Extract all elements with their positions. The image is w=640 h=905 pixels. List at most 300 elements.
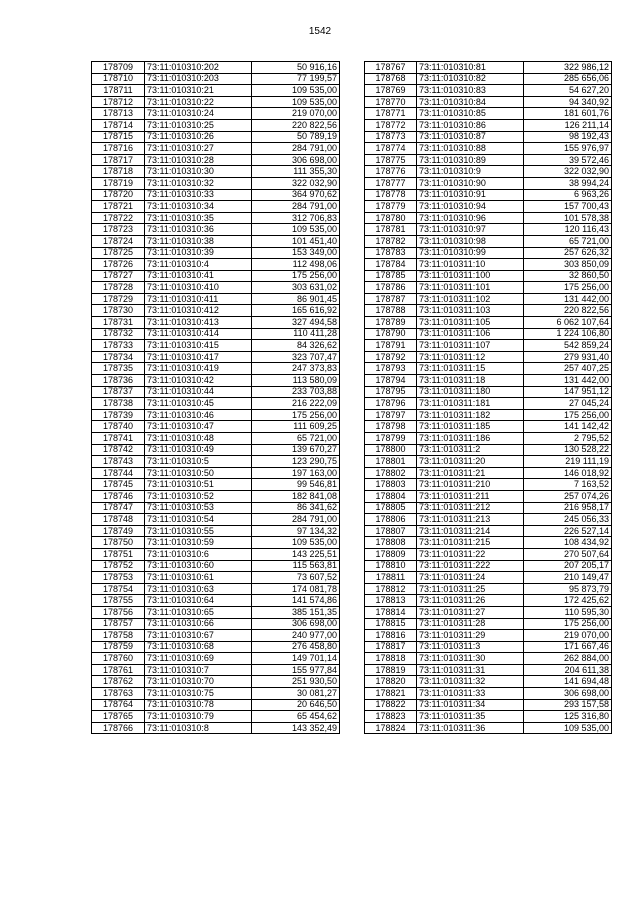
cadastral-number-cell: 73:11:010311:31: [417, 664, 524, 676]
row-number-cell: 178715: [92, 131, 145, 143]
table-row: [92, 664, 340, 676]
cadastral-number-cell: 73:11:010310:91: [417, 189, 524, 201]
cadastral-number-cell: 73:11:010310:68: [145, 641, 252, 653]
cadastral-number-cell: 73:11:010310:30: [145, 166, 252, 178]
cadastral-value-cell: 101 578,38: [524, 212, 612, 224]
cadastral-value-cell: 143 225,51: [252, 548, 340, 560]
cadastral-value-cell: 86 341,62: [252, 502, 340, 514]
table-row: [365, 711, 612, 723]
cadastral-number-cell: 73:11:010310:38: [145, 235, 252, 247]
row-number-cell: 178730: [92, 305, 145, 317]
cadastral-value-cell: 285 656,06: [524, 73, 612, 85]
page-number: 1542: [308, 26, 332, 37]
row-number-cell: 178801: [365, 456, 417, 468]
row-number-cell: 178821: [365, 688, 417, 700]
table-row: [365, 62, 612, 74]
table-row: [365, 131, 612, 143]
cadastral-value-cell: 123 290,75: [252, 456, 340, 468]
row-number-cell: 178718: [92, 166, 145, 178]
row-number-cell: 178751: [92, 548, 145, 560]
cadastral-value-cell: 99 546,81: [252, 479, 340, 491]
cadastral-value-cell: 284 791,00: [252, 514, 340, 526]
cadastral-value-cell: 306 698,00: [524, 688, 612, 700]
cadastral-number-cell: 73:11:010310:415: [145, 340, 252, 352]
cadastral-value-cell: 38 994,24: [524, 177, 612, 189]
table-row: [92, 282, 340, 294]
row-number-cell: 178823: [365, 711, 417, 723]
cadastral-value-cell: 109 535,00: [252, 85, 340, 97]
table-row: [92, 189, 340, 201]
cadastral-value-cell: 141 694,48: [524, 676, 612, 688]
cadastral-number-cell: 73:11:010311:20: [417, 456, 524, 468]
cadastral-value-cell: 175 256,00: [524, 409, 612, 421]
cadastral-number-cell: 73:11:010310:55: [145, 525, 252, 537]
cadastral-number-cell: 73:11:010311:213: [417, 514, 524, 526]
cadastral-number-cell: 73:11:010310:28: [145, 154, 252, 166]
row-number-cell: 178738: [92, 398, 145, 410]
cadastral-value-cell: 155 976,97: [524, 143, 612, 155]
cadastral-number-cell: 73:11:010311:215: [417, 537, 524, 549]
cadastral-number-cell: 73:11:010311:100: [417, 270, 524, 282]
cadastral-number-cell: 73:11:010310:39: [145, 247, 252, 259]
table-row: [92, 630, 340, 642]
row-number-cell: 178755: [92, 595, 145, 607]
cadastral-value-cell: 172 425,62: [524, 595, 612, 607]
table-row: [92, 235, 340, 247]
cadastral-value-cell: 257 407,25: [524, 363, 612, 375]
table-row: [365, 270, 612, 282]
row-number-cell: 178717: [92, 154, 145, 166]
table-row: [92, 560, 340, 572]
row-number-cell: 178747: [92, 502, 145, 514]
cadastral-value-cell: 143 352,49: [252, 722, 340, 734]
table-row: [92, 293, 340, 305]
cadastral-value-cell: 226 527,14: [524, 525, 612, 537]
cadastral-number-cell: 73:11:010310:5: [145, 456, 252, 468]
row-number-cell: 178800: [365, 444, 417, 456]
cadastral-number-cell: 73:11:010310:53: [145, 502, 252, 514]
row-number-cell: 178760: [92, 653, 145, 665]
cadastral-value-cell: 32 860,50: [524, 270, 612, 282]
cadastral-value-cell: 109 535,00: [252, 224, 340, 236]
table-row: [365, 618, 612, 630]
table-row: [365, 630, 612, 642]
row-number-cell: 178795: [365, 386, 417, 398]
cadastral-number-cell: 73:11:010311:32: [417, 676, 524, 688]
cadastral-value-cell: 175 256,00: [252, 270, 340, 282]
cadastral-value-cell: 131 442,00: [524, 293, 612, 305]
row-number-cell: 178743: [92, 456, 145, 468]
cadastral-value-cell: 27 045,24: [524, 398, 612, 410]
row-number-cell: 178810: [365, 560, 417, 572]
cadastral-number-cell: 73:11:010310:94: [417, 201, 524, 213]
cadastral-value-cell: 175 256,00: [252, 409, 340, 421]
row-number-cell: 178765: [92, 711, 145, 723]
table-row: [365, 119, 612, 131]
cadastral-number-cell: 73:11:010310:96: [417, 212, 524, 224]
cadastral-number-cell: 73:11:010310:52: [145, 490, 252, 502]
cadastral-number-cell: 73:11:010310:36: [145, 224, 252, 236]
table-row: [92, 711, 340, 723]
cadastral-value-cell: 240 977,00: [252, 630, 340, 642]
cadastral-value-cell: 98 192,43: [524, 131, 612, 143]
row-number-cell: 178734: [92, 351, 145, 363]
row-number-cell: 178764: [92, 699, 145, 711]
row-number-cell: 178791: [365, 340, 417, 352]
table-row: [365, 212, 612, 224]
row-number-cell: 178739: [92, 409, 145, 421]
row-number-cell: 178798: [365, 421, 417, 433]
table-row: [365, 514, 612, 526]
table-row: [365, 664, 612, 676]
cadastral-number-cell: 73:11:010311:101: [417, 282, 524, 294]
cadastral-number-cell: 73:11:010310:6: [145, 548, 252, 560]
cadastral-value-cell: 131 442,00: [524, 375, 612, 387]
cadastral-number-cell: 73:11:010310:413: [145, 317, 252, 329]
cadastral-value-cell: 147 951,12: [524, 386, 612, 398]
cadastral-value-cell: 153 349,00: [252, 247, 340, 259]
row-number-cell: 178723: [92, 224, 145, 236]
row-number-cell: 178742: [92, 444, 145, 456]
table-row: [365, 96, 612, 108]
row-number-cell: 178789: [365, 317, 417, 329]
cadastral-number-cell: 73:11:010310:90: [417, 177, 524, 189]
table-row: [92, 62, 340, 74]
cadastral-number-cell: 73:11:010311:21: [417, 467, 524, 479]
cadastral-number-cell: 73:11:010310:25: [145, 119, 252, 131]
row-number-cell: 178783: [365, 247, 417, 259]
table-row: [92, 340, 340, 352]
table-row: [92, 270, 340, 282]
cadastral-value-cell: 323 707,47: [252, 351, 340, 363]
row-number-cell: 178773: [365, 131, 417, 143]
row-number-cell: 178745: [92, 479, 145, 491]
cadastral-number-cell: 73:11:010310:417: [145, 351, 252, 363]
cadastral-number-cell: 73:11:010310:419: [145, 363, 252, 375]
row-number-cell: 178793: [365, 363, 417, 375]
cadastral-number-cell: 73:11:010310:48: [145, 433, 252, 445]
table-row: [365, 386, 612, 398]
cadastral-value-cell: 109 535,00: [252, 96, 340, 108]
table-row: [365, 699, 612, 711]
cadastral-value-cell: 219 111,19: [524, 456, 612, 468]
table-row: [92, 328, 340, 340]
table-row: [365, 653, 612, 665]
row-number-cell: 178799: [365, 433, 417, 445]
cadastral-number-cell: 73:11:010310:99: [417, 247, 524, 259]
table-row: [92, 490, 340, 502]
table-row: [92, 305, 340, 317]
cadastral-number-cell: 73:11:010311:106: [417, 328, 524, 340]
table-row: [365, 606, 612, 618]
table-row: [365, 154, 612, 166]
cadastral-number-cell: 73:11:010311:29: [417, 630, 524, 642]
table-row: [365, 177, 612, 189]
cadastral-number-cell: 73:11:010311:34: [417, 699, 524, 711]
row-number-cell: 178763: [92, 688, 145, 700]
cadastral-number-cell: 73:11:010311:222: [417, 560, 524, 572]
cadastral-value-cell: 165 616,92: [252, 305, 340, 317]
row-number-cell: 178803: [365, 479, 417, 491]
row-number-cell: 178741: [92, 433, 145, 445]
cadastral-number-cell: 73:11:010310:414: [145, 328, 252, 340]
table-body-left: [92, 62, 340, 734]
cadastral-value-cell: 233 703,88: [252, 386, 340, 398]
cadastral-number-cell: 73:11:010310:24: [145, 108, 252, 120]
row-number-cell: 178809: [365, 548, 417, 560]
cadastral-value-cell: 303 631,02: [252, 282, 340, 294]
row-number-cell: 178784: [365, 259, 417, 271]
cadastral-number-cell: 73:11:010311:22: [417, 548, 524, 560]
table-row: [365, 282, 612, 294]
cadastral-value-cell: 39 572,46: [524, 154, 612, 166]
row-number-cell: 178735: [92, 363, 145, 375]
table-row: [365, 224, 612, 236]
cadastral-number-cell: 73:11:010311:212: [417, 502, 524, 514]
table-row: [92, 177, 340, 189]
row-number-cell: 178766: [92, 722, 145, 734]
cadastral-number-cell: 73:11:010311:26: [417, 595, 524, 607]
row-number-cell: 178779: [365, 201, 417, 213]
row-number-cell: 178725: [92, 247, 145, 259]
cadastral-value-cell: 30 081,27: [252, 688, 340, 700]
row-number-cell: 178720: [92, 189, 145, 201]
table-row: [92, 583, 340, 595]
row-number-cell: 178813: [365, 595, 417, 607]
table-row: [365, 259, 612, 271]
row-number-cell: 178824: [365, 722, 417, 734]
cadastral-number-cell: 73:11:010310:89: [417, 154, 524, 166]
row-number-cell: 178794: [365, 375, 417, 387]
cadastral-value-cell: 210 149,47: [524, 572, 612, 584]
row-number-cell: 178727: [92, 270, 145, 282]
row-number-cell: 178778: [365, 189, 417, 201]
cadastral-number-cell: 73:11:010310:4: [145, 259, 252, 271]
cadastral-value-cell: 182 841,08: [252, 490, 340, 502]
row-number-cell: 178768: [365, 73, 417, 85]
table-row: [365, 433, 612, 445]
table-row: [365, 317, 612, 329]
cadastral-value-cell: 139 670,27: [252, 444, 340, 456]
cadastral-value-cell: 306 698,00: [252, 154, 340, 166]
cadastral-value-cell: 20 646,50: [252, 699, 340, 711]
row-number-cell: 178762: [92, 676, 145, 688]
cadastral-number-cell: 73:11:010310:42: [145, 375, 252, 387]
cadastral-value-cell: 65 721,00: [524, 235, 612, 247]
cadastral-value-cell: 141 574,86: [252, 595, 340, 607]
table-row: [92, 548, 340, 560]
row-number-cell: 178728: [92, 282, 145, 294]
cadastral-value-cell: 6 963,26: [524, 189, 612, 201]
row-number-cell: 178797: [365, 409, 417, 421]
cadastral-value-cell: 207 205,17: [524, 560, 612, 572]
table-row: [92, 108, 340, 120]
cadastral-value-cell: 141 142,42: [524, 421, 612, 433]
cadastral-number-cell: 73:11:010311:211: [417, 490, 524, 502]
table-row: [92, 595, 340, 607]
table-row: [92, 386, 340, 398]
table-row: [92, 398, 340, 410]
cadastral-value-cell: 2 795,52: [524, 433, 612, 445]
cadastral-number-cell: 73:11:010310:81: [417, 62, 524, 74]
cadastral-number-cell: 73:11:010310:7: [145, 664, 252, 676]
cadastral-value-cell: 50 916,16: [252, 62, 340, 74]
table-row: [365, 189, 612, 201]
row-number-cell: 178804: [365, 490, 417, 502]
cadastral-value-cell: 220 822,56: [524, 305, 612, 317]
row-number-cell: 178732: [92, 328, 145, 340]
table-row: [92, 572, 340, 584]
cadastral-number-cell: 73:11:010310:87: [417, 131, 524, 143]
row-number-cell: 178780: [365, 212, 417, 224]
cadastral-number-cell: 73:11:010311:25: [417, 583, 524, 595]
cadastral-number-cell: 73:11:010310:79: [145, 711, 252, 723]
row-number-cell: 178805: [365, 502, 417, 514]
cadastral-number-cell: 73:11:010311:27: [417, 606, 524, 618]
cadastral-number-cell: 73:11:010310:65: [145, 606, 252, 618]
cadastral-number-cell: 73:11:010310:412: [145, 305, 252, 317]
cadastral-number-cell: 73:11:010311:10: [417, 259, 524, 271]
cadastral-number-cell: 73:11:010310:63: [145, 583, 252, 595]
row-number-cell: 178712: [92, 96, 145, 108]
table-row: [365, 548, 612, 560]
table-row: [365, 305, 612, 317]
row-number-cell: 178770: [365, 96, 417, 108]
row-number-cell: 178757: [92, 618, 145, 630]
table-row: [365, 560, 612, 572]
table-row: [92, 73, 340, 85]
cadastral-number-cell: 73:11:010310:75: [145, 688, 252, 700]
table-row: [365, 525, 612, 537]
cadastral-number-cell: 73:11:010310:26: [145, 131, 252, 143]
cadastral-number-cell: 73:11:010310:34: [145, 201, 252, 213]
cadastral-value-cell: 171 667,46: [524, 641, 612, 653]
cadastral-number-cell: 73:11:010310:41: [145, 270, 252, 282]
table-row: [365, 375, 612, 387]
cadastral-value-cell: 385 151,35: [252, 606, 340, 618]
row-number-cell: 178787: [365, 293, 417, 305]
cadastral-value-cell: 97 134,32: [252, 525, 340, 537]
cadastral-number-cell: 73:11:010311:33: [417, 688, 524, 700]
row-number-cell: 178729: [92, 293, 145, 305]
cadastral-number-cell: 73:11:010310:44: [145, 386, 252, 398]
table-row: [365, 73, 612, 85]
cadastral-number-cell: 73:11:010310:97: [417, 224, 524, 236]
row-number-cell: 178753: [92, 572, 145, 584]
table-row: [365, 143, 612, 155]
cadastral-value-cell: 322 032,90: [524, 166, 612, 178]
row-number-cell: 178767: [365, 62, 417, 74]
table-row: [365, 293, 612, 305]
table-row: [92, 154, 340, 166]
cadastral-value-cell: 108 434,92: [524, 537, 612, 549]
table-row: [92, 641, 340, 653]
table-row: [92, 479, 340, 491]
table-row: [365, 166, 612, 178]
table-row: [365, 421, 612, 433]
cadastral-value-cell: 111 609,25: [252, 421, 340, 433]
cadastral-number-cell: 73:11:010311:18: [417, 375, 524, 387]
table-row: [365, 490, 612, 502]
row-number-cell: 178740: [92, 421, 145, 433]
row-number-cell: 178818: [365, 653, 417, 665]
table-row: [365, 722, 612, 734]
table-row: [92, 688, 340, 700]
table-row: [365, 537, 612, 549]
cadastral-value-cell: 84 326,62: [252, 340, 340, 352]
cadastral-value-cell: 155 977,84: [252, 664, 340, 676]
cadastral-value-cell: 73 607,52: [252, 572, 340, 584]
table-row: [365, 595, 612, 607]
row-number-cell: 178781: [365, 224, 417, 236]
row-number-cell: 178812: [365, 583, 417, 595]
row-number-cell: 178731: [92, 317, 145, 329]
table-row: [92, 363, 340, 375]
cadastral-number-cell: 73:11:010310:61: [145, 572, 252, 584]
cadastral-value-cell: 110 595,30: [524, 606, 612, 618]
cadastral-value-cell: 175 256,00: [524, 282, 612, 294]
table-row: [92, 676, 340, 688]
cadastral-number-cell: 73:11:010310:49: [145, 444, 252, 456]
cadastral-value-cell: 245 056,33: [524, 514, 612, 526]
cadastral-number-cell: 73:11:010311:180: [417, 386, 524, 398]
row-number-cell: 178736: [92, 375, 145, 387]
cadastral-number-cell: 73:11:010310:9: [417, 166, 524, 178]
table-row: [365, 467, 612, 479]
table-row: [92, 433, 340, 445]
cadastral-value-cell: 197 163,00: [252, 467, 340, 479]
cadastral-number-cell: 73:11:010310:203: [145, 73, 252, 85]
cadastral-value-cell: 322 032,90: [252, 177, 340, 189]
row-number-cell: 178754: [92, 583, 145, 595]
cadastral-number-cell: 73:11:010310:98: [417, 235, 524, 247]
cadastral-value-cell: 251 930,50: [252, 676, 340, 688]
cadastral-value-cell: 1 224 106,80: [524, 328, 612, 340]
cadastral-number-cell: 73:11:010311:103: [417, 305, 524, 317]
table-row: [92, 467, 340, 479]
row-number-cell: 178761: [92, 664, 145, 676]
cadastral-value-cell: 219 070,00: [252, 108, 340, 120]
row-number-cell: 178817: [365, 641, 417, 653]
table-row: [92, 699, 340, 711]
row-number-cell: 178721: [92, 201, 145, 213]
cadastral-value-cell: 312 706,83: [252, 212, 340, 224]
table-row: [92, 166, 340, 178]
row-number-cell: 178771: [365, 108, 417, 120]
cadastral-number-cell: 73:11:010310:82: [417, 73, 524, 85]
table-row: [365, 409, 612, 421]
cadastral-value-cell: 65 454,62: [252, 711, 340, 723]
cadastral-value-cell: 101 451,40: [252, 235, 340, 247]
table-row: [92, 537, 340, 549]
table-row: [92, 653, 340, 665]
table-row: [92, 618, 340, 630]
row-number-cell: 178808: [365, 537, 417, 549]
cadastral-value-cell: 115 563,81: [252, 560, 340, 572]
cadastral-value-cell: 262 884,00: [524, 653, 612, 665]
cadastral-value-cell: 175 256,00: [524, 618, 612, 630]
cadastral-value-cell: 306 698,00: [252, 618, 340, 630]
cadastral-number-cell: 73:11:010310:67: [145, 630, 252, 642]
cadastral-number-cell: 73:11:010310:54: [145, 514, 252, 526]
cadastral-value-cell: 284 791,00: [252, 143, 340, 155]
row-number-cell: 178792: [365, 351, 417, 363]
cadastral-value-cell: 110 411,28: [252, 328, 340, 340]
cadastral-value-cell: 95 873,79: [524, 583, 612, 595]
cadastral-value-cell: 293 157,58: [524, 699, 612, 711]
row-number-cell: 178819: [365, 664, 417, 676]
row-number-cell: 178806: [365, 514, 417, 526]
